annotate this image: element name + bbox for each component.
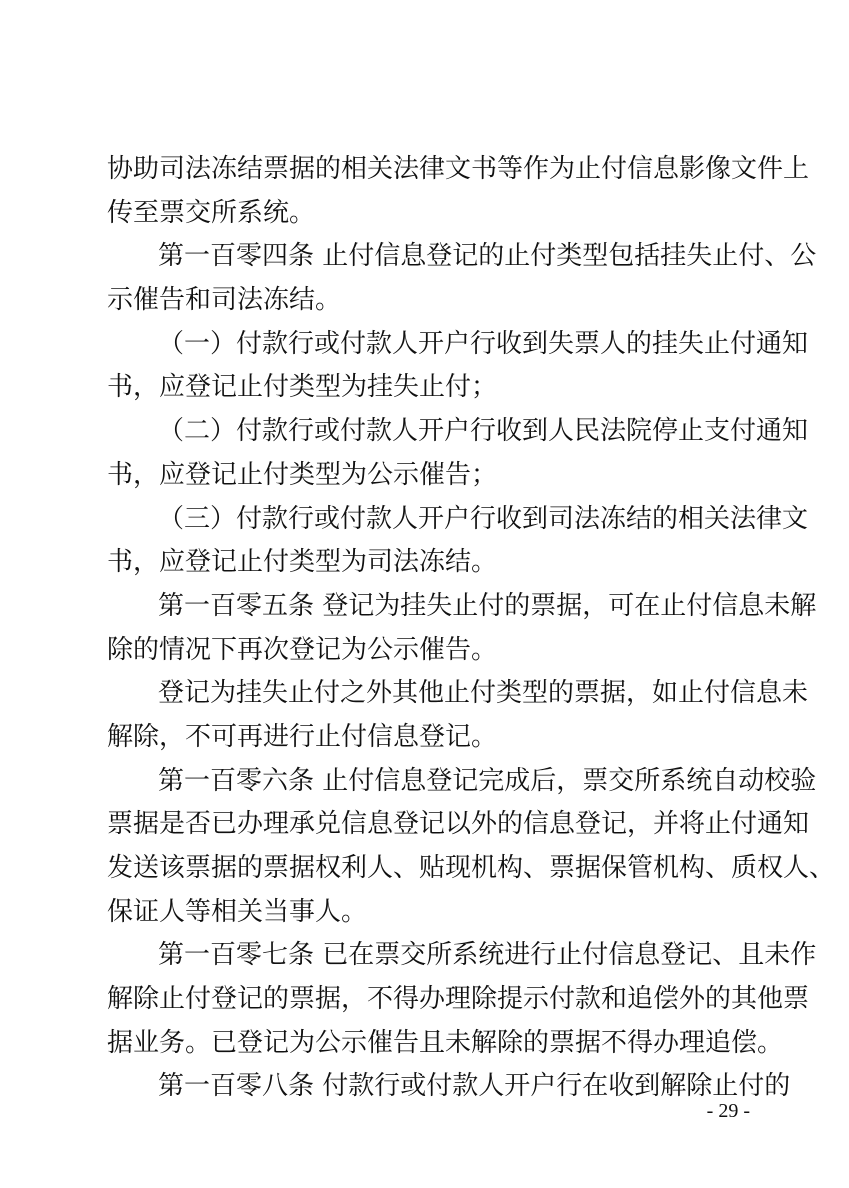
- text-line: 第一百零五条 登记为挂失止付的票据，可在止付信息未解: [158, 590, 817, 621]
- text-line: 票据是否已办理承兑信息登记以外的信息登记，并将止付通知: [107, 809, 810, 840]
- text-line: 第一百零八条 付款行或付款人开户行在收到解除止付的: [158, 1071, 791, 1102]
- text-line: 保证人等相关当事人。: [107, 896, 368, 927]
- text-line: 协助司法冻结票据的相关法律文书等作为止付信息影像文件上: [107, 154, 810, 184]
- text-line: 据业务。已登记为公示催告且未解除的票据不得办理追偿。: [107, 1027, 784, 1058]
- text-line: 传至票交所系统。: [107, 197, 316, 228]
- text-line: 第一百零四条 止付信息登记的止付类型包括挂失止付、公: [158, 241, 817, 272]
- text-line: （一）付款行或付款人开户行收到失票人的挂失止付通知: [158, 328, 809, 359]
- text-line: 解除，不可再进行止付信息登记。: [107, 721, 498, 752]
- text-line: 书，应登记止付类型为公示催告；: [107, 459, 498, 490]
- page-number: - 29 -: [706, 1100, 750, 1122]
- text-line: 发送该票据的票据权利人、贴现机构、票据保管机构、质权人、: [107, 853, 836, 883]
- text-line: 书，应登记止付类型为司法冻结。: [107, 547, 498, 578]
- text-line: （二）付款行或付款人开户行收到人民法院停止支付通知: [158, 416, 809, 447]
- text-line: 示催告和司法冻结。: [107, 285, 342, 316]
- text-line: 除的情况下再次登记为公示催告。: [107, 634, 498, 665]
- text-line: 第一百零六条 止付信息登记完成后，票交所系统自动校验: [158, 765, 817, 796]
- text-line: 第一百零七条 已在票交所系统进行止付信息登记、且未作: [158, 940, 817, 971]
- text-line: 登记为挂失止付之外其他止付类型的票据，如止付信息未: [158, 678, 809, 709]
- text-line: 解除止付登记的票据，不得办理除提示付款和追偿外的其他票: [107, 984, 810, 1015]
- text-line: （三）付款行或付款人开户行收到司法冻结的相关法律文: [158, 503, 809, 534]
- text-line: 书，应登记止付类型为挂失止付；: [107, 372, 498, 403]
- body-text: [107, 148, 836, 1109]
